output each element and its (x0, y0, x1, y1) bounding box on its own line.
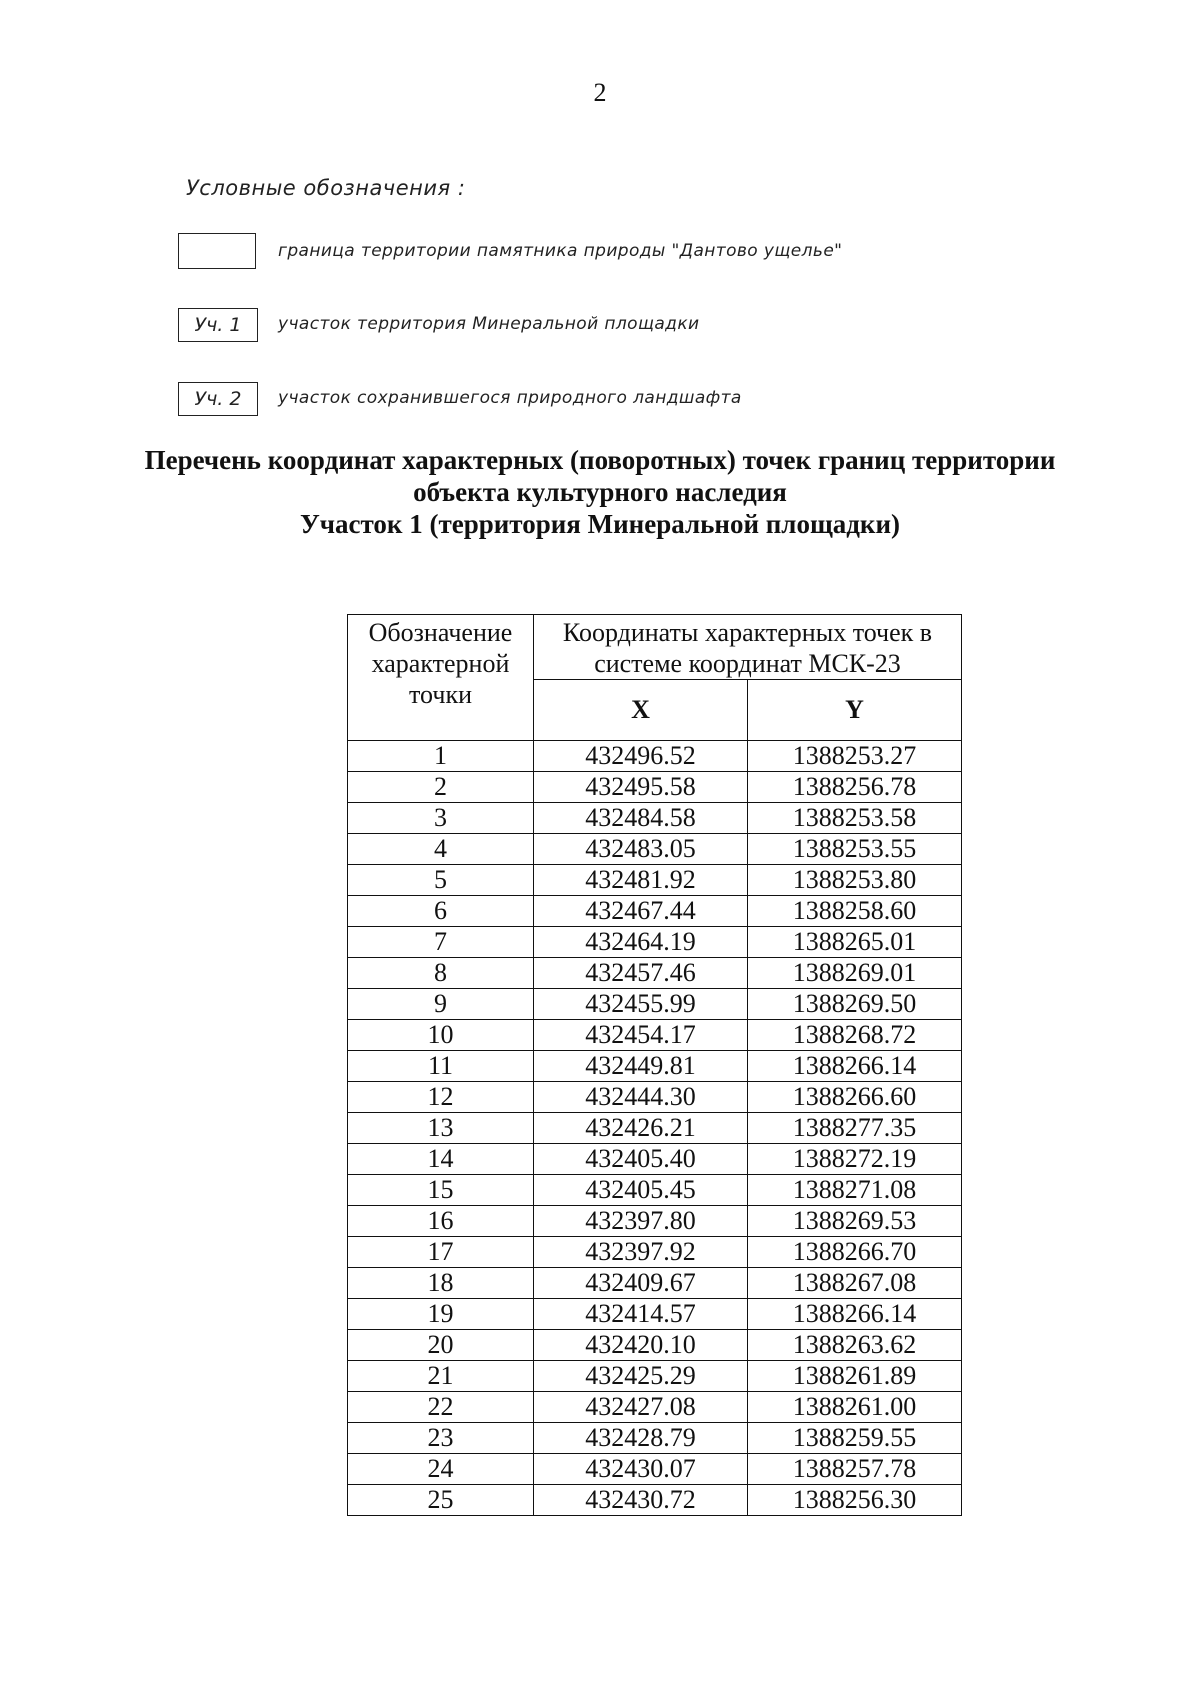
table-row (348, 1454, 962, 1485)
table-row (348, 1361, 962, 1392)
table-row (348, 1175, 962, 1206)
table-row (348, 1051, 962, 1082)
legend-plot-2-swatch: Уч. 2 (178, 382, 258, 416)
cell-x: 432428.79 (534, 1423, 748, 1454)
cell-x: 432455.99 (534, 989, 748, 1020)
cell-y: 1388257.78 (748, 1454, 962, 1485)
coordinates-table (347, 614, 962, 1516)
cell-y: 1388253.27 (748, 741, 962, 772)
cell-y: 1388268.72 (748, 1020, 962, 1051)
cell-point: 19 (348, 1299, 534, 1330)
cell-x: 432430.07 (534, 1454, 748, 1485)
cell-x: 432457.46 (534, 958, 748, 989)
cell-point: 8 (348, 958, 534, 989)
table-row (348, 772, 962, 803)
cell-x: 432414.57 (534, 1299, 748, 1330)
cell-point: 24 (348, 1454, 534, 1485)
cell-point: 13 (348, 1113, 534, 1144)
table-row (348, 1299, 962, 1330)
cell-x: 432444.30 (534, 1082, 748, 1113)
table-row (348, 896, 962, 927)
cell-point: 2 (348, 772, 534, 803)
table-row (348, 1113, 962, 1144)
cell-point: 23 (348, 1423, 534, 1454)
table-row (348, 1206, 962, 1237)
header-y: Y (748, 680, 962, 741)
legend-plot-1-text: участок территория Минеральной площадки (278, 314, 700, 334)
heading-line-3: Участок 1 (территория Минеральной площадки) (299, 509, 901, 539)
cell-y: 1388265.01 (748, 927, 962, 958)
header-point-designation: Обозначение характерной точки (348, 615, 534, 741)
cell-y: 1388277.35 (748, 1113, 962, 1144)
cell-point: 4 (348, 834, 534, 865)
cell-point: 21 (348, 1361, 534, 1392)
legend-plot-2-text: участок сохранившегося природного ландшафта (278, 388, 742, 408)
cell-x: 432426.21 (534, 1113, 748, 1144)
table-row (348, 1330, 962, 1361)
header-coordinates: Координаты характерных точек в системе координат МСК-23 (534, 615, 962, 680)
cell-y: 1388253.80 (748, 865, 962, 896)
cell-y: 1388253.55 (748, 834, 962, 865)
table-row (348, 803, 962, 834)
cell-point: 12 (348, 1082, 534, 1113)
cell-x: 432405.40 (534, 1144, 748, 1175)
cell-y: 1388261.89 (748, 1361, 962, 1392)
cell-x: 432467.44 (534, 896, 748, 927)
table-row (348, 1392, 962, 1423)
cell-point: 10 (348, 1020, 534, 1051)
cell-point: 1 (348, 741, 534, 772)
cell-point: 25 (348, 1485, 534, 1516)
cell-point: 7 (348, 927, 534, 958)
cell-x: 432397.80 (534, 1206, 748, 1237)
cell-x: 432427.08 (534, 1392, 748, 1423)
cell-x: 432496.52 (534, 741, 748, 772)
cell-y: 1388269.50 (748, 989, 962, 1020)
cell-y: 1388253.58 (748, 803, 962, 834)
cell-x: 432449.81 (534, 1051, 748, 1082)
table-row (348, 958, 962, 989)
cell-point: 3 (348, 803, 534, 834)
cell-x: 432464.19 (534, 927, 748, 958)
cell-y: 1388269.53 (748, 1206, 962, 1237)
table-row (348, 1485, 962, 1516)
table-row (348, 989, 962, 1020)
cell-x: 432430.72 (534, 1485, 748, 1516)
cell-point: 22 (348, 1392, 534, 1423)
cell-x: 432454.17 (534, 1020, 748, 1051)
cell-y: 1388266.14 (748, 1051, 962, 1082)
heading-line-2: объекта культурного наследия (413, 477, 787, 507)
table-row (348, 1237, 962, 1268)
cell-point: 6 (348, 896, 534, 927)
cell-x: 432409.67 (534, 1268, 748, 1299)
cell-x: 432495.58 (534, 772, 748, 803)
cell-point: 17 (348, 1237, 534, 1268)
cell-point: 20 (348, 1330, 534, 1361)
cell-point: 16 (348, 1206, 534, 1237)
cell-x: 432481.92 (534, 865, 748, 896)
table-row (348, 927, 962, 958)
cell-y: 1388266.70 (748, 1237, 962, 1268)
cell-point: 15 (348, 1175, 534, 1206)
cell-point: 5 (348, 865, 534, 896)
table-row (348, 834, 962, 865)
header-x: X (534, 680, 748, 741)
cell-x: 432483.05 (534, 834, 748, 865)
table-row (348, 1144, 962, 1175)
table-row (348, 1020, 962, 1051)
table-row (348, 1423, 962, 1454)
table-body (348, 741, 962, 1516)
cell-y: 1388269.01 (748, 958, 962, 989)
legend-plot-1-swatch: Уч. 1 (178, 308, 258, 342)
cell-y: 1388258.60 (748, 896, 962, 927)
cell-y: 1388256.30 (748, 1485, 962, 1516)
cell-y: 1388266.14 (748, 1299, 962, 1330)
table-row (348, 1082, 962, 1113)
cell-y: 1388271.08 (748, 1175, 962, 1206)
cell-y: 1388267.08 (748, 1268, 962, 1299)
cell-y: 1388261.00 (748, 1392, 962, 1423)
heading-line-1: Перечень координат характерных (поворотных) точек границ территории (144, 445, 1056, 475)
legend-boundary-swatch (178, 233, 256, 269)
legend-title: Условные обозначения : (186, 176, 466, 200)
table-row (348, 865, 962, 896)
cell-point: 14 (348, 1144, 534, 1175)
cell-y: 1388266.60 (748, 1082, 962, 1113)
cell-y: 1388263.62 (748, 1330, 962, 1361)
table-row (348, 1268, 962, 1299)
cell-x: 432420.10 (534, 1330, 748, 1361)
cell-x: 432397.92 (534, 1237, 748, 1268)
cell-point: 9 (348, 989, 534, 1020)
cell-y: 1388272.19 (748, 1144, 962, 1175)
cell-point: 11 (348, 1051, 534, 1082)
cell-y: 1388256.78 (748, 772, 962, 803)
cell-x: 432484.58 (534, 803, 748, 834)
cell-x: 432405.45 (534, 1175, 748, 1206)
cell-point: 18 (348, 1268, 534, 1299)
cell-x: 432425.29 (534, 1361, 748, 1392)
table-row (348, 741, 962, 772)
page-number: 2 (593, 78, 607, 107)
cell-y: 1388259.55 (748, 1423, 962, 1454)
legend-boundary-text: граница территории памятника природы "Дантово ущелье" (278, 241, 843, 261)
